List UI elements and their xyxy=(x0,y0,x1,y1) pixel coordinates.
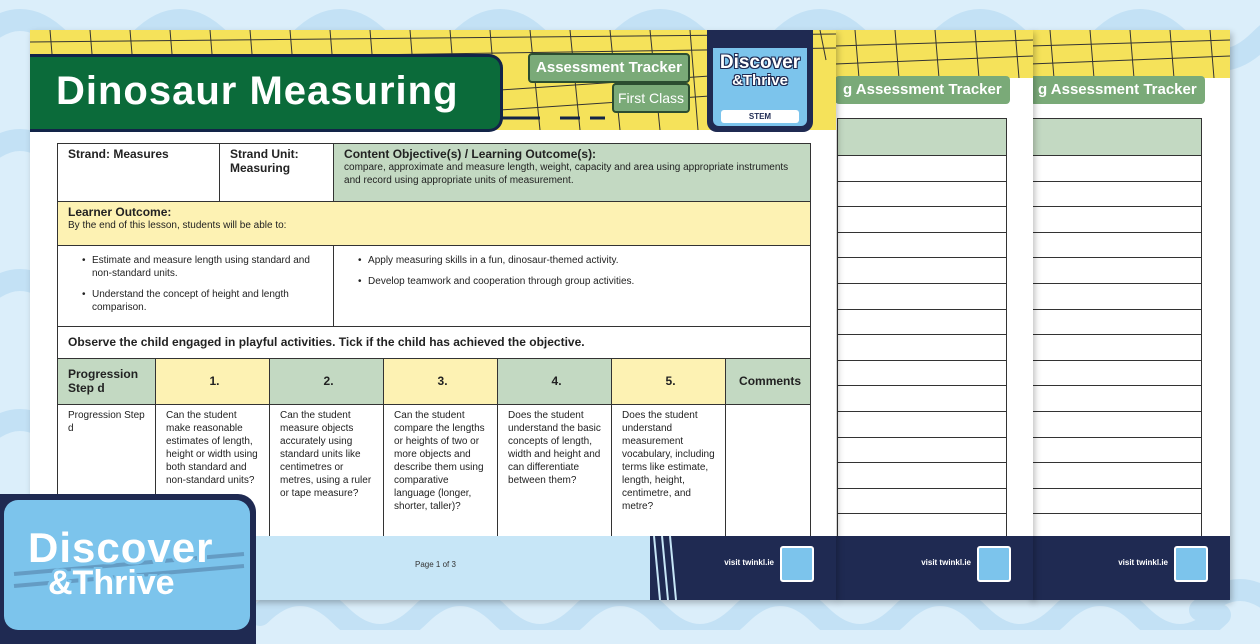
corner-logo-line-2: &Thrive xyxy=(48,564,175,602)
discover-thrive-logo xyxy=(707,30,813,132)
visit-twinkl-link[interactable]: visit twinkl.ie xyxy=(724,558,774,567)
objective-heading: Content Objective(s) / Learning Outcome(s): xyxy=(344,147,597,161)
strand-cell: Strand: Measures xyxy=(58,144,220,202)
outcome-item: • Understand the concept of height and length comparison. xyxy=(82,288,327,314)
class-level-tab: First Class xyxy=(612,83,690,113)
comments-header: Comments xyxy=(726,359,811,405)
column-header-4: 4. xyxy=(498,359,612,405)
logo-line-2: &Thrive xyxy=(732,72,788,89)
page-footer xyxy=(835,536,1033,600)
learner-outcome-text: By the end of this lesson, students will be able to: xyxy=(68,220,287,231)
assessment-tracker-tab: g Assessment Tracker xyxy=(1030,76,1205,104)
assessment-table xyxy=(57,143,811,541)
back-page-3 xyxy=(1030,30,1230,600)
progression-label: Progression Step d xyxy=(58,405,156,541)
learner-outcome-heading: Learner Outcome: xyxy=(68,205,172,219)
corner-logo-line-1: Discover xyxy=(28,524,214,571)
question-cell-5: Does the student understand measurement vocabulary, including terms like estimate, length, height, centimetre, and metre? xyxy=(612,405,726,541)
stem-badge: STEM xyxy=(721,110,799,123)
page-title: Dinosaur Measuring xyxy=(56,69,459,113)
question-cell-1: Can the student make reasonable estimates of length, height or width using both standard and non-standard units? xyxy=(156,405,270,541)
comments-cell[interactable] xyxy=(726,405,811,541)
learner-outcome-cell xyxy=(58,202,811,246)
question-cell-2: Can the student measure objects accurately using standard units like centimetres or metres, using a ruler or tape measure? xyxy=(270,405,384,541)
progression-heading: Progression Step d xyxy=(58,359,156,405)
ruler-grid-pattern xyxy=(1030,30,1230,78)
twinkl-badge-icon xyxy=(977,546,1011,582)
corner-brand-logo xyxy=(0,494,256,644)
outcome-item: • Apply measuring skills in a fun, dinosaur-themed activity. xyxy=(358,254,804,267)
observe-instruction: Observe the child engaged in playful activities. Tick if the child has achieved the objective. xyxy=(58,327,811,359)
twinkl-badge-icon xyxy=(1174,546,1208,582)
assessment-tracker-tab: Assessment Tracker xyxy=(528,53,690,83)
column-header-3: 3. xyxy=(384,359,498,405)
assessment-tracker-tab: g Assessment Tracker xyxy=(835,76,1010,104)
visit-twinkl-link[interactable]: visit twinkl.ie xyxy=(1118,558,1168,567)
outcome-item: • Estimate and measure length using standard and non-standard units. xyxy=(82,254,327,280)
column-header-2: 2. xyxy=(270,359,384,405)
page-footer xyxy=(1030,536,1230,600)
blank-comments-grid xyxy=(837,118,1007,540)
strand-unit-cell: Strand Unit: Measuring xyxy=(220,144,334,202)
question-cell-4: Does the student understand the basic concepts of length, width and height and can differentiate between them? xyxy=(498,405,612,541)
back-page-2 xyxy=(835,30,1033,600)
logo-line-1: Discover xyxy=(719,52,801,73)
objective-cell xyxy=(334,144,811,202)
question-cell-3: Can the student compare the lengths or heights of two or more objects and describe them using comparative language (longer, shorter, taller)? xyxy=(384,405,498,541)
outcomes-left-cell xyxy=(58,246,334,327)
objective-text: compare, approximate and measure length, weight, capacity and area using appropriate instruments and record using appropriate units of measurement. xyxy=(344,162,789,186)
twinkl-badge-icon xyxy=(780,546,814,582)
outcome-item: • Develop teamwork and cooperation through group activities. xyxy=(358,275,804,288)
title-banner xyxy=(30,54,503,132)
page-number: Page 1 of 3 xyxy=(415,560,456,569)
column-header-5: 5. xyxy=(612,359,726,405)
ruler-grid-pattern xyxy=(835,30,1033,78)
outcomes-right-cell xyxy=(334,246,811,327)
visit-twinkl-link[interactable]: visit twinkl.ie xyxy=(921,558,971,567)
column-header-1: 1. xyxy=(156,359,270,405)
blank-comments-grid xyxy=(1032,118,1202,540)
